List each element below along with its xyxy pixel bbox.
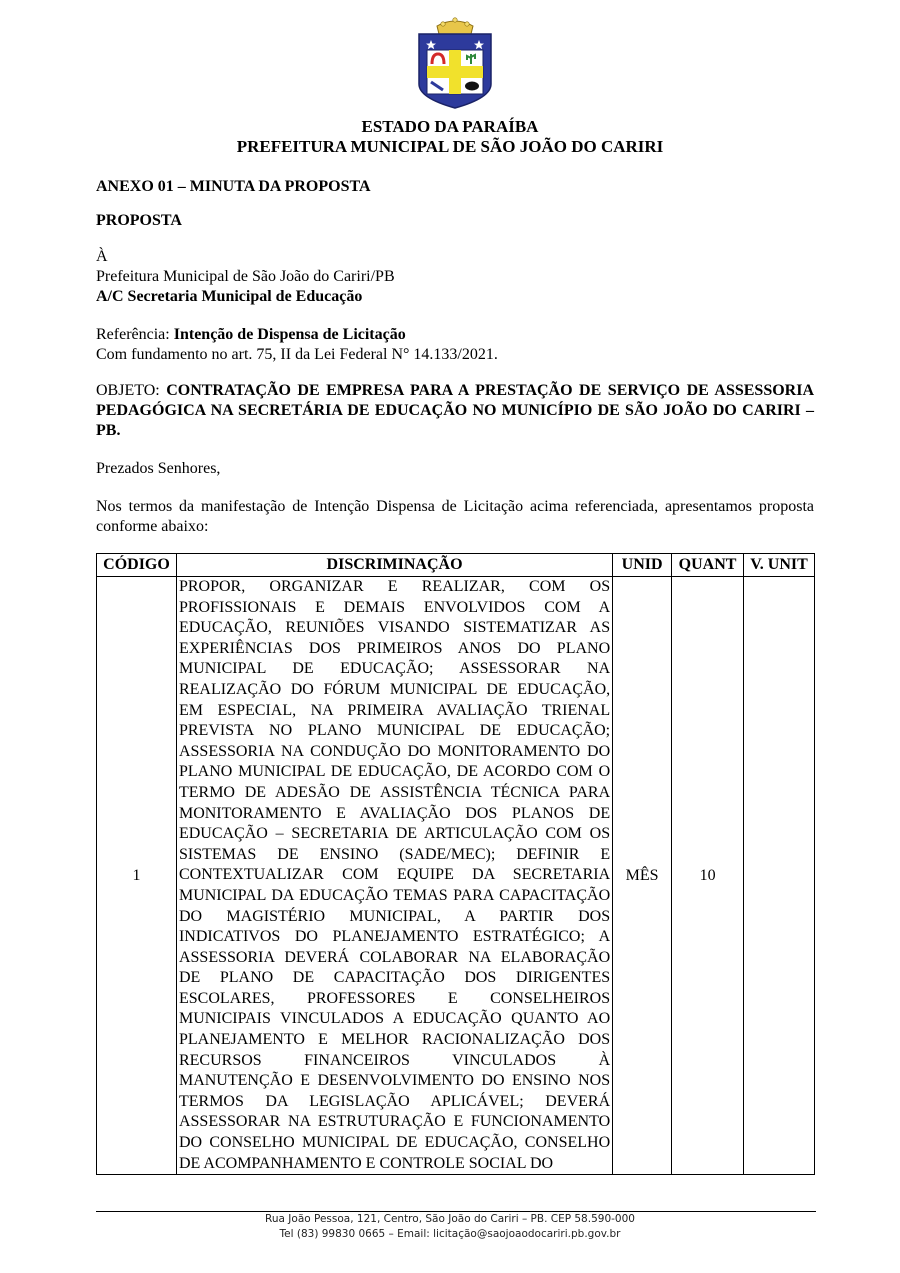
column-header-description: DISCRIMINAÇÃO: [176, 554, 612, 577]
object-block: [96, 381, 814, 441]
object-value: CONTRATAÇÃO DE EMPRESA PARA A PRESTAÇÃO DE SERVIÇO DE ASSESSORIA PEDAGÓGICA NA SECRETÁRIA DE EDUCAÇÃO NO MUNICÍPIO DE SÃO JOÃO DO CARIRI – PB.: [96, 382, 814, 439]
column-header-code: CÓDIGO: [97, 554, 177, 577]
row-unit-value-cell: [744, 577, 815, 1175]
column-header-quantity: QUANT: [672, 554, 744, 577]
addressee-attention: A/C Secretaria Municipal de Educação: [96, 288, 363, 305]
proposal-title: PROPOSTA: [96, 212, 182, 229]
table-row: [97, 577, 815, 1175]
reference-label: Referência:: [96, 326, 174, 343]
reference-basis: Com fundamento no art. 75, II da Lei Federal N° 14.133/2021.: [96, 346, 498, 363]
column-header-unit: UNID: [613, 554, 672, 577]
crown-icon: [437, 18, 473, 34]
addressee-to: À: [96, 248, 108, 265]
addressee-block: [96, 247, 814, 307]
goat-icon: [465, 82, 479, 91]
row-description-cell: PROPOR, ORGANIZAR E REALIZAR, COM OS PROFISSIONAIS E DEMAIS ENVOLVIDOS COM A EDUCAÇÃO, REUNIÕES VISANDO SISTEMATIZAR AS EXPERIÊNCIAS DOS PRIMEIROS ANOS DO PLANO MUNICIPAL DE EDUCAÇÃO; ASSESSORAR NA REALIZAÇÃO DO FÓRUM MUNICIPAL DE EDUCAÇÃO, EM ESPECIAL, NA PRIMEIRA AVALIAÇÃO TRIENAL PREVISTA NO PLANO MUNICIPAL DE EDUCAÇÃO; ASSESSORIA NA CONDUÇÃO DO MONITORAMENTO DO PLANO MUNICIPAL DE EDUCAÇÃO, DE ACORDO COM O TERMO DE ADESÃO DE ASSISTÊNCIA TÉCNICA PARA MONITORAMENTO E AVALIAÇÃO DOS PLANOS DE EDUCAÇÃO – SECRETARIA DE ARTICULAÇÃO COM OS SISTEMAS DE ENSINO (SADE/MEC); DEFINIR E CONTEXTUALIZAR COM EQUIPE DA SECRETARIA MUNICIPAL DA EDUCAÇÃO TEMAS PARA CAPACITAÇÃO DO MAGISTÉRIO MUNICIPAL, A PARTIR DOS INDICATIVOS DO PLANEJAMENTO ESTRATÉGICO; A ASSESSORIA DEVERÁ COLABORAR NA ELABORAÇÃO DE PLANO DE CAPACITAÇÃO DOS DIRIGENTES ESCOLARES, PROFESSORES E CONSELHEIROS MUNICIPAIS VINCULADOS A EDUCAÇÃO QUANTO AO PLANEJAMENTO E MELHOR RACIONALIZAÇÃO DOS RECURSOS FINANCEIROS VINCULADOS À MANUTENÇÃO E DESENVOLVIMENTO DO ENSINO NOS TERMOS DA LEGISLAÇÃO APLICÁVEL; DEVERÁ ASSESSORAR NA ESTRUTURAÇÃO E FUNCIONAMENTO DO CONSELHO MUNICIPAL DE EDUCAÇÃO, CONSELHO DE ACOMPANHAMENTO E CONTROLE SOCIAL DO: [176, 577, 612, 1175]
annex-title: ANEXO 01 – MINUTA DA PROPOSTA: [96, 178, 371, 195]
object-label: OBJETO:: [96, 382, 167, 399]
reference-block: [96, 325, 814, 365]
municipality-heading: PREFEITURA MUNICIPAL DE SÃO JOÃO DO CARIRI: [236, 137, 664, 156]
municipal-crest-logo: [415, 12, 495, 112]
footer-contact: Tel (83) 99830 0665 – Email: licitação@saojoaodocariri.pb.gov.br: [279, 1228, 621, 1240]
column-header-unit-value: V. UNIT: [744, 554, 815, 577]
state-heading: ESTADO DA PARAÍBA: [361, 117, 539, 136]
greeting: Prezados Senhores,: [96, 460, 221, 477]
addressee-entity: Prefeitura Municipal de São João do Cariri/PB: [96, 268, 395, 285]
footer-address: Rua João Pessoa, 121, Centro, São João do Cariri – PB. CEP 58.590-000: [265, 1213, 635, 1225]
row-unit-cell: MÊS: [613, 577, 672, 1175]
intro-paragraph: Nos termos da manifestação de Intenção Dispensa de Licitação acima referenciada, apresentamos proposta conforme abaixo:: [96, 498, 814, 535]
proposal-table: [96, 553, 815, 1175]
row-quantity-cell: 10: [672, 577, 744, 1175]
row-code-cell: 1: [97, 577, 177, 1175]
footer-divider: [96, 1211, 816, 1212]
reference-value: Intenção de Dispensa de Licitação: [173, 326, 406, 343]
table-header-row: [97, 554, 815, 577]
